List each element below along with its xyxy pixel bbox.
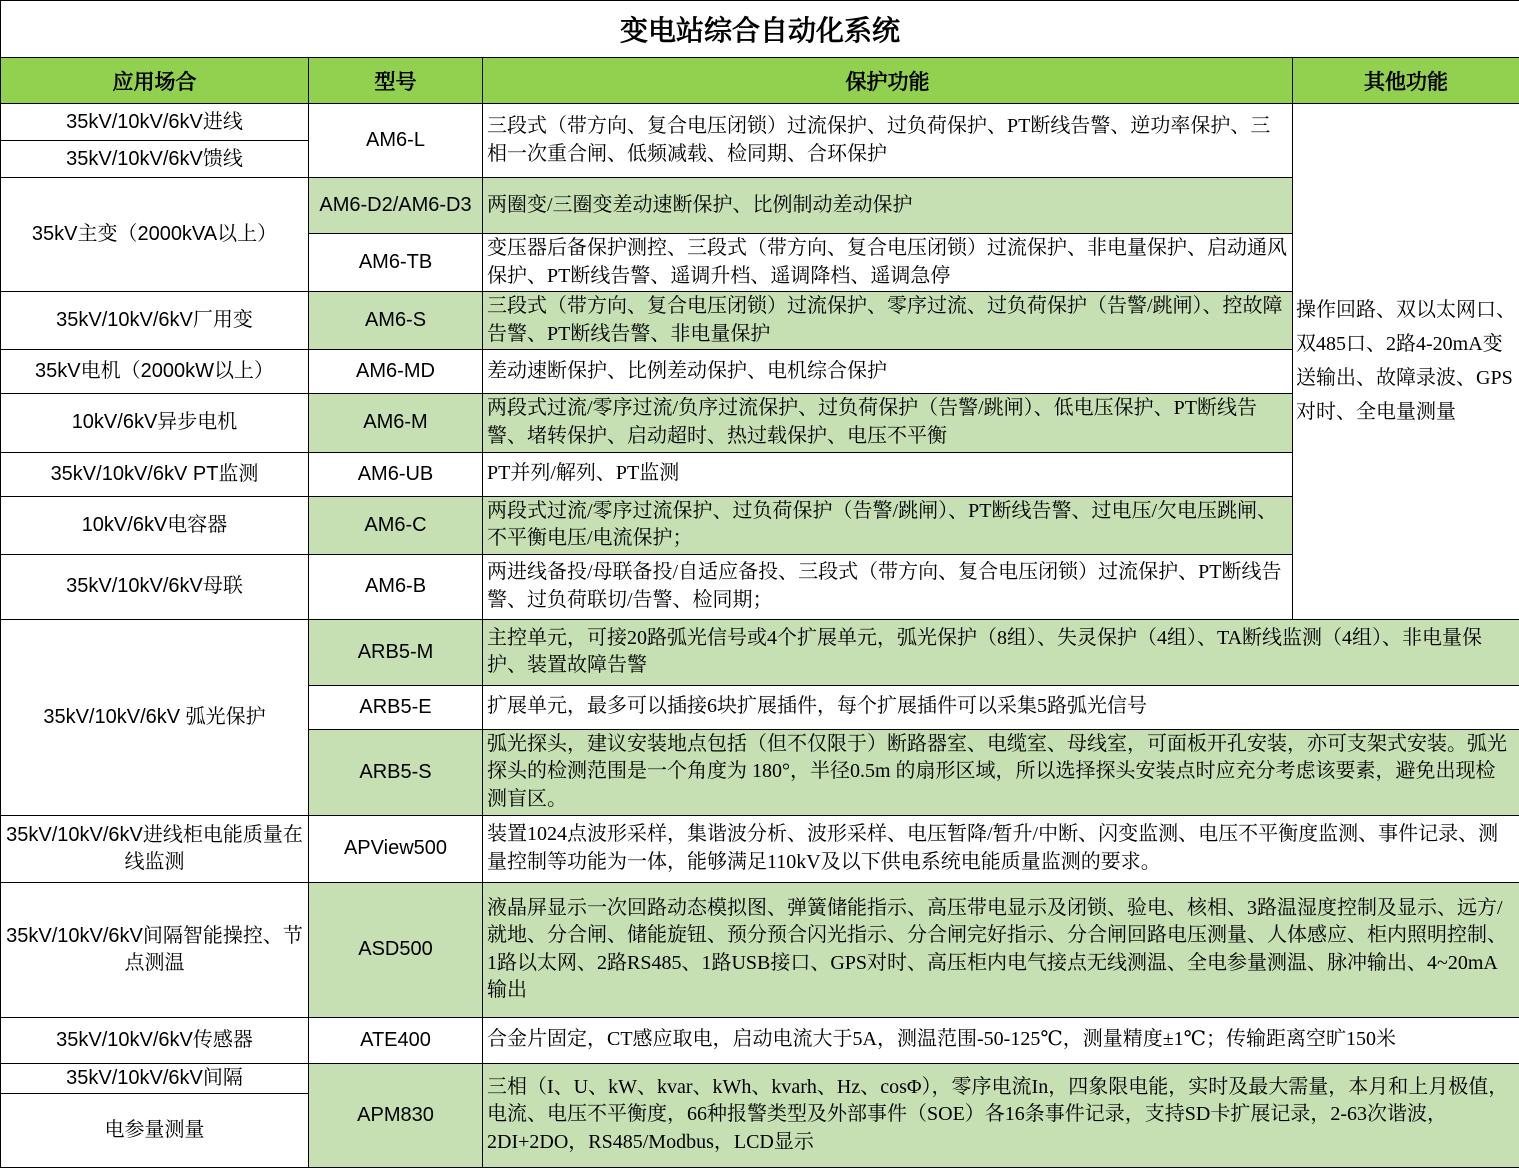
table-row xyxy=(1,619,1519,685)
protection-cell-arb5-s: 弧光探头，建议安装地点包括（但不仅限于）断路器室、电缆室、母线室，可面板开孔安装，亦可支架式安装。弧光探头的检测范围是一个角度为 180°，半径0.5m 的扇形区域，所以选择探头安装点时应充分考虑该要素，避免出现检测盲区。 xyxy=(483,729,1519,815)
protection-cell-am6-tb: 变压器后备保护测控、三段式（带方向、复合电压闭锁）过流保护、非电量保护、启动通风保护、PT断线告警、遥调升档、遥调降档、遥调急停 xyxy=(483,234,1293,292)
application-cell-bus-tie: 35kV/10kV/6kV母联 xyxy=(1,554,309,619)
table-row xyxy=(1,815,1519,882)
application-cell-pt-monitoring: 35kV/10kV/6kV PT监测 xyxy=(1,452,309,496)
model-cell-am6-b: AM6-B xyxy=(309,554,483,619)
model-cell-am6-l: AM6-L xyxy=(309,104,483,178)
protection-cell-am6-md: 差动速断保护、比例差动保护、电机综合保护 xyxy=(483,350,1293,394)
protection-cell-arb5-e: 扩展单元，最多可以插接6块扩展插件，每个扩展插件可以采集5路弧光信号 xyxy=(483,685,1519,729)
table-row xyxy=(1,394,1519,452)
table-row xyxy=(1,452,1519,496)
model-cell-am6-m: AM6-M xyxy=(309,394,483,452)
protection-cell-am6-l: 三段式（带方向、复合电压闭锁）过流保护、过负荷保护、PT断线告警、逆功率保护、三相一次重合闸、低频减载、检同期、合环保护 xyxy=(483,104,1293,178)
model-cell-arb5-m: ARB5-M xyxy=(309,619,483,685)
protection-cell-am6-ub: PT并列/解列、PT监测 xyxy=(483,452,1293,496)
model-cell-am6-s: AM6-S xyxy=(309,292,483,350)
protection-cell-apm830: 三相（I、U、kW、kvar、kWh、kvarh、Hz、cosΦ），零序电流In，四象限电能，实时及最大需量，本月和上月极值，电流、电压不平衡度，66种报警类型及外部事件（SOE）各16条事件记录，支持SD卡扩展记录，2-63次谐波，2DI+2DO，RS485/Modbus，LCD显示 xyxy=(483,1063,1519,1167)
application-cell-electrical-measurement: 电参量测量 xyxy=(1,1093,309,1167)
table-row xyxy=(1,1017,1519,1063)
model-cell-arb5-s: ARB5-S xyxy=(309,729,483,815)
model-cell-apm830: APM830 xyxy=(309,1063,483,1167)
protection-cell-am6-c: 两段式过流/零序过流保护、过负荷保护（告警/跳闸）、PT断线告警、过电压/欠电压跳闸、不平衡电压/电流保护； xyxy=(483,496,1293,554)
table-row xyxy=(1,178,1519,234)
application-cell-incoming-line: 35kV/10kV/6kV进线 xyxy=(1,104,309,141)
application-cell-sensor: 35kV/10kV/6kV传感器 xyxy=(1,1017,309,1063)
model-cell-am6-md: AM6-MD xyxy=(309,350,483,394)
application-cell-bay: 35kV/10kV/6kV间隔 xyxy=(1,1063,309,1093)
table-row xyxy=(1,292,1519,350)
table-row xyxy=(1,104,1519,141)
protection-cell-am6-d2-d3: 两圈变/三圈变差动速断保护、比例制动差动保护 xyxy=(483,178,1293,234)
model-cell-asd500: ASD500 xyxy=(309,882,483,1017)
table-row xyxy=(1,882,1519,1017)
page-title: 变电站综合自动化系统 xyxy=(1,1,1519,58)
header-row xyxy=(1,58,1519,104)
application-cell-main-transformer: 35kV主变（2000kVA以上） xyxy=(1,178,309,292)
other-functions-cell: 操作回路、双以太网口、双485口、2路4-20mA变送输出、故障录波、GPS对时、全电量测量 xyxy=(1293,104,1519,620)
model-cell-am6-c: AM6-C xyxy=(309,496,483,554)
application-cell-power-quality: 35kV/10kV/6kV进线柜电能质量在线监测 xyxy=(1,815,309,882)
application-cell-feeder-line: 35kV/10kV/6kV馈线 xyxy=(1,141,309,178)
protection-cell-arb5-m: 主控单元，可接20路弧光信号或4个扩展单元，弧光保护（8组）、失灵保护（4组）、TA断线监测（4组）、非电量保护、装置故障告警 xyxy=(483,619,1519,685)
protection-cell-asd500: 液晶屏显示一次回路动态模拟图、弹簧储能指示、高压带电显示及闭锁、验电、核相、3路温湿度控制及显示、远方/就地、分合闸、储能旋钮、预分预合闪光指示、分合闸完好指示、分合闸回路电压测量、人体感应、柜内照明控制、1路以太网、2路RS485、1路USB接口、GPS对时、高压柜内电气接点无线测温、全电参量测温、脉冲输出、4~20mA输出 xyxy=(483,882,1519,1017)
application-cell-async-motor: 10kV/6kV异步电机 xyxy=(1,394,309,452)
model-cell-am6-tb: AM6-TB xyxy=(309,234,483,292)
table-row xyxy=(1,554,1519,619)
application-cell-motor-2000kw: 35kV电机（2000kW以上） xyxy=(1,350,309,394)
model-cell-apview500: APView500 xyxy=(309,815,483,882)
column-header-application: 应用场合 xyxy=(1,58,309,104)
table-row xyxy=(1,350,1519,394)
application-cell-arc-protection: 35kV/10kV/6kV 弧光保护 xyxy=(1,619,309,815)
protection-cell-am6-m: 两段式过流/零序过流/负序过流保护、过负荷保护（告警/跳闸）、低电压保护、PT断线告警、堵转保护、启动超时、热过载保护、电压不平衡 xyxy=(483,394,1293,452)
model-cell-am6-ub: AM6-UB xyxy=(309,452,483,496)
protection-cell-am6-s: 三段式（带方向、复合电压闭锁）过流保护、零序过流、过负荷保护（告警/跳闸）、控故障告警、PT断线告警、非电量保护 xyxy=(483,292,1293,350)
model-cell-ate400: ATE400 xyxy=(309,1017,483,1063)
application-cell-capacitor: 10kV/6kV电容器 xyxy=(1,496,309,554)
table-row xyxy=(1,1063,1519,1093)
column-header-protection: 保护功能 xyxy=(483,58,1293,104)
table-row xyxy=(1,496,1519,554)
application-cell-smart-operation: 35kV/10kV/6kV间隔智能操控、节点测温 xyxy=(1,882,309,1017)
application-cell-station-transformer: 35kV/10kV/6kV厂用变 xyxy=(1,292,309,350)
column-header-other: 其他功能 xyxy=(1293,58,1519,104)
model-cell-am6-d2-d3: AM6-D2/AM6-D3 xyxy=(309,178,483,234)
model-cell-arb5-e: ARB5-E xyxy=(309,685,483,729)
protection-cell-ate400: 合金片固定，CT感应取电，启动电流大于5A，测温范围-50-125℃，测量精度±1℃；传输距离空旷150米 xyxy=(483,1017,1519,1063)
protection-cell-apview500: 装置1024点波形采样，集谐波分析、波形采样、电压暂降/暂升/中断、闪变监测、电压不平衡度监测、事件记录、测量控制等功能为一体，能够满足110kV及以下供电系统电能质量监测的要求。 xyxy=(483,815,1519,882)
protection-cell-am6-b: 两进线备投/母联备投/自适应备投、三段式（带方向、复合电压闭锁）过流保护、PT断线告警、过负荷联切/告警、检同期； xyxy=(483,554,1293,619)
column-header-model: 型号 xyxy=(309,58,483,104)
